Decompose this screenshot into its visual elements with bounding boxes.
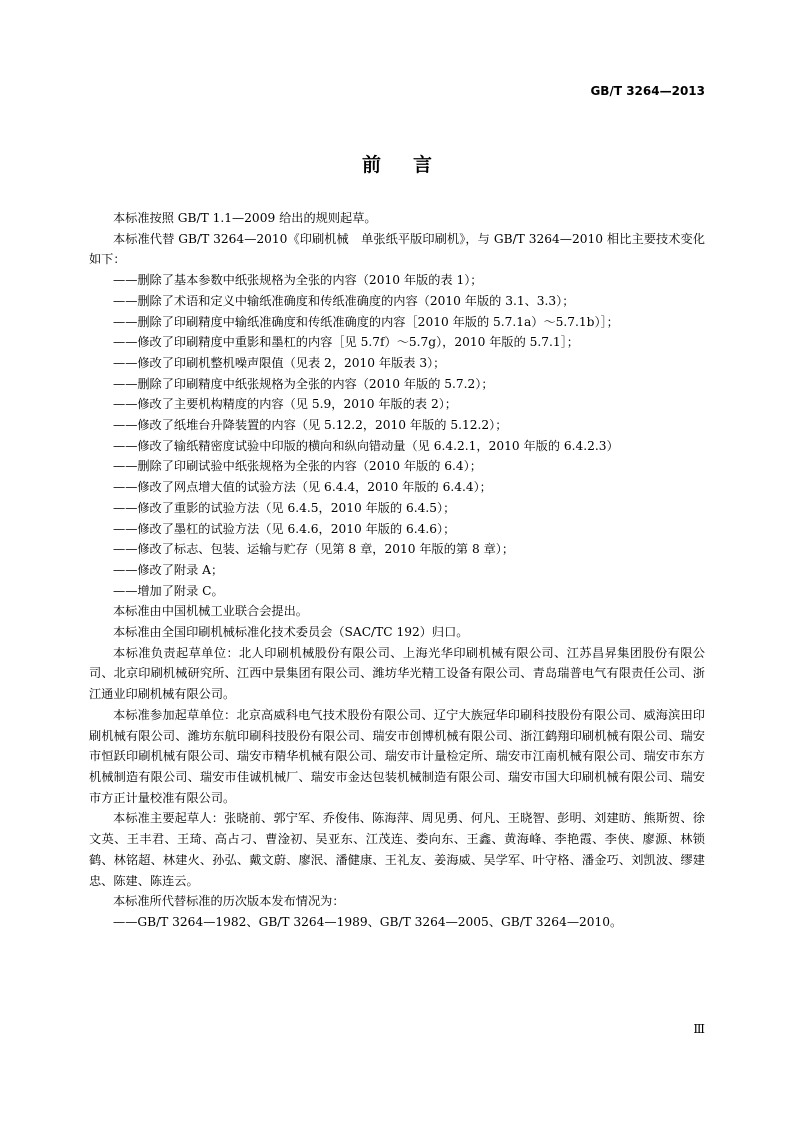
change-item: ——修改了印刷机整机噪声限值（见表 2，2010 年版表 3）；: [113, 355, 446, 370]
paragraph: 本标准由全国印刷机械标准化技术委员会（SAC/TC 192）归口。: [113, 625, 469, 640]
foreword-body: [89, 208, 705, 933]
change-item: ——修改了附录 A；: [113, 562, 224, 577]
history-item: ——GB/T 3264—1982、GB/T 3264—1989、GB/T 3264—2005、GB/T 3264—2010。: [113, 914, 623, 929]
change-item: ——修改了纸堆台升降装置的内容（见 5.12.2，2010 年版的 5.12.2）；: [113, 418, 508, 433]
change-item: ——删除了印刷精度中纸张规格为全张的内容（2010 年版的 5.7.2）；: [113, 376, 494, 391]
change-item: ——增加了附录 C。: [113, 583, 224, 598]
paragraph: 本标准负责起草单位：北人印刷机械股份有限公司、上海光华印刷机械有限公司、江苏昌昇集团股份有限公司、北京印刷机械研究所、江西中景集团有限公司、潍坊华光精工设备有限公司、青岛瑞普电气有限责任公司、浙江通业印刷机械有限公司。: [89, 645, 705, 702]
standard-code: GB/T 3264—2013: [590, 84, 705, 98]
paragraph: 本标准参加起草单位：北京高威科电气技术股份有限公司、辽宁大族冠华印刷科技股份有限公司、威海滨田印刷机械有限公司、潍坊东航印刷科技股份有限公司、瑞安市创博机械有限公司、浙江鹤翔印刷机械有限公司、瑞安市恒跃印刷机械有限公司、瑞安市精华机械有限公司、瑞安市计量检定所、瑞安市江南机械有限公司、瑞安市东方机械制造有限公司、瑞安市佳诚机械厂、瑞安市金达包装机械制造有限公司、瑞安市国大印刷机械有限公司、瑞安市方正计量校准有限公司。: [89, 707, 705, 805]
paragraph: 本标准所代替标准的历次版本发布情况为：: [113, 894, 345, 909]
page-number: Ⅲ: [693, 1022, 705, 1036]
change-item: ——删除了基本参数中纸张规格为全张的内容（2010 年版的表 1）；: [113, 273, 483, 288]
change-item: ——修改了重影的试验方法（见 6.4.5，2010 年版的 6.4.5）；: [113, 500, 456, 515]
change-item: ——修改了印刷精度中重影和墨杠的内容［见 5.7f）～5.7g），2010 年版的 5.7.1］；: [113, 335, 579, 350]
change-item: ——修改了墨杠的试验方法（见 6.4.6，2010 年版的 6.4.6）；: [113, 521, 456, 536]
paragraph: 本标准代替 GB/T 3264—2010《印刷机械 单张纸平版印刷机》，与 GB/T 3264—2010 相比主要技术变化如下：: [89, 231, 705, 267]
page-title: 前言: [361, 154, 464, 176]
change-item: ——删除了术语和定义中输纸准确度和传纸准确度的内容（2010 年版的 3.1、3.3）；: [113, 293, 575, 308]
change-item: ——修改了标志、包装、运输与贮存（见第 8 章，2010 年版的第 8 章）；: [113, 542, 515, 557]
paragraph: 本标准主要起草人：张晓前、郭宁军、乔俊伟、陈海萍、周见勇、何凡、王晓智、彭明、刘建昉、熊斯贺、徐文英、王丰君、王琦、高占刁、曹淦初、吴亚东、江茂连、娄向东、王鑫、黄海峰、李艳霞、李侠、廖源、林锁鹤、林铭超、林建火、孙弘、戴文蔚、廖泯、潘健康、王礼友、姜海威、吴学军、叶守格、潘金巧、刘凯波、缪建忠、陈建、陈连云。: [89, 811, 705, 888]
change-item: ——修改了主要机构精度的内容（见 5.9，2010 年版的表 2）；: [113, 397, 457, 412]
change-item: ——删除了印刷试验中纸张规格为全张的内容（2010 年版的 6.4）；: [113, 459, 482, 474]
change-item: ——修改了输纸精密度试验中印版的横向和纵向错动量（见 6.4.2.1，2010 年版的 6.4.2.3）: [113, 438, 619, 453]
paragraph: 本标准按照 GB/T 1.1—2009 给出的规则起草。: [113, 211, 377, 225]
paragraph: 本标准由中国机械工业联合会提出。: [113, 604, 308, 619]
change-item: ——删除了印刷精度中输纸准确度和传纸准确度的内容［2010 年版的 5.7.1a）～5.7.1b）］；: [113, 314, 619, 329]
change-item: ——修改了网点增大值的试验方法（见 6.4.4，2010 年版的 6.4.4）；: [113, 480, 492, 495]
